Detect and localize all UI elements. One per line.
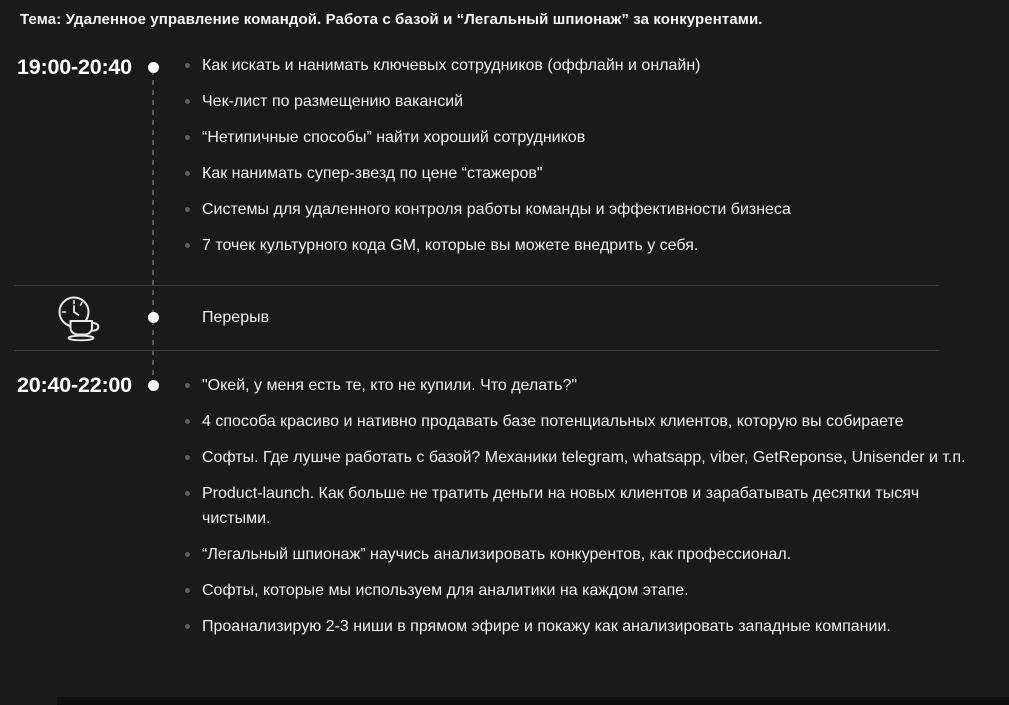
list-item xyxy=(184,125,967,150)
list-item xyxy=(184,542,967,567)
bullet-icon xyxy=(185,491,190,496)
list-item-text: "Окей, у меня есть те, кто не купили. Что делать?" xyxy=(202,377,578,394)
list-item-text: Системы для удаленного контроля работы команды и эффективности бизнеса xyxy=(202,201,791,218)
list-item-text: 7 точек культурного кода GM, которые вы можете внедрить у себя. xyxy=(202,237,699,254)
session-1-time: 19:00-20:40 xyxy=(17,55,132,79)
coffee-break-icon xyxy=(55,295,101,348)
bullet-icon xyxy=(185,624,190,629)
page-title: Тема: Удаленное управление командой. Работа с базой и “Легальный шпионаж” за конкурентами. xyxy=(20,11,763,28)
bullet-icon xyxy=(185,63,190,68)
list-item xyxy=(184,445,967,470)
list-item-text: Product-launch. Как больше не тратить деньги на новых клиентов и зарабатывать десятки тысяч чистыми. xyxy=(202,485,920,527)
list-item-text: Как искать и нанимать ключевых сотрудников (оффлайн и онлайн) xyxy=(202,57,701,74)
timeline-dot-break xyxy=(148,312,159,323)
list-item-text: “Нетипичные способы” найти хороший сотрудников xyxy=(202,129,586,146)
list-item xyxy=(184,614,967,639)
list-item-text: Софты. Где лушче работать с базой? Механики telegram, whatsapp, viber, GetReponse, Unisender и т.п. xyxy=(202,449,966,466)
list-item xyxy=(184,197,967,222)
list-item xyxy=(184,233,967,258)
bullet-icon xyxy=(185,135,190,140)
bullet-icon xyxy=(185,419,190,424)
bullet-icon xyxy=(185,588,190,593)
bullet-icon xyxy=(185,383,190,388)
list-item xyxy=(184,89,967,114)
bottom-edge-strip xyxy=(57,697,1009,705)
timeline-dot-session-2 xyxy=(148,380,159,391)
list-item xyxy=(184,578,967,603)
timeline-dashed-line xyxy=(152,70,154,386)
bullet-icon xyxy=(185,455,190,460)
bullet-icon xyxy=(185,552,190,557)
list-item-text: 4 способа красиво и нативно продавать базе потенциальных клиентов, которую вы собираете xyxy=(202,413,904,430)
break-divider-bottom xyxy=(14,350,939,351)
list-item-text: Чек-лист по размещению вакансий xyxy=(202,93,464,110)
list-item-text: Софты, которые мы используем для аналитики на каждом этапе. xyxy=(202,582,689,599)
break-divider-top xyxy=(14,285,939,286)
session-2-list xyxy=(184,373,967,650)
list-item xyxy=(184,409,967,434)
list-item xyxy=(184,373,967,398)
break-label: Перерыв xyxy=(202,309,270,326)
list-item xyxy=(184,53,967,78)
list-item-text: “Легальный шпионаж” научись анализировать конкурентов, как профессионал. xyxy=(202,546,792,563)
session-1-list xyxy=(184,53,967,269)
list-item-text: Проанализирую 2-3 ниши в прямом эфире и покажу как анализировать западные компании. xyxy=(202,618,891,635)
list-item-text: Как нанимать супер-звезд по цене “стажеров" xyxy=(202,165,543,182)
bullet-icon xyxy=(185,207,190,212)
bullet-icon xyxy=(185,99,190,104)
bullet-icon xyxy=(185,243,190,248)
list-item xyxy=(184,161,967,186)
bullet-icon xyxy=(185,171,190,176)
timeline-dot-session-1 xyxy=(148,62,159,73)
list-item xyxy=(184,481,967,531)
session-2-time: 20:40-22:00 xyxy=(17,373,132,397)
